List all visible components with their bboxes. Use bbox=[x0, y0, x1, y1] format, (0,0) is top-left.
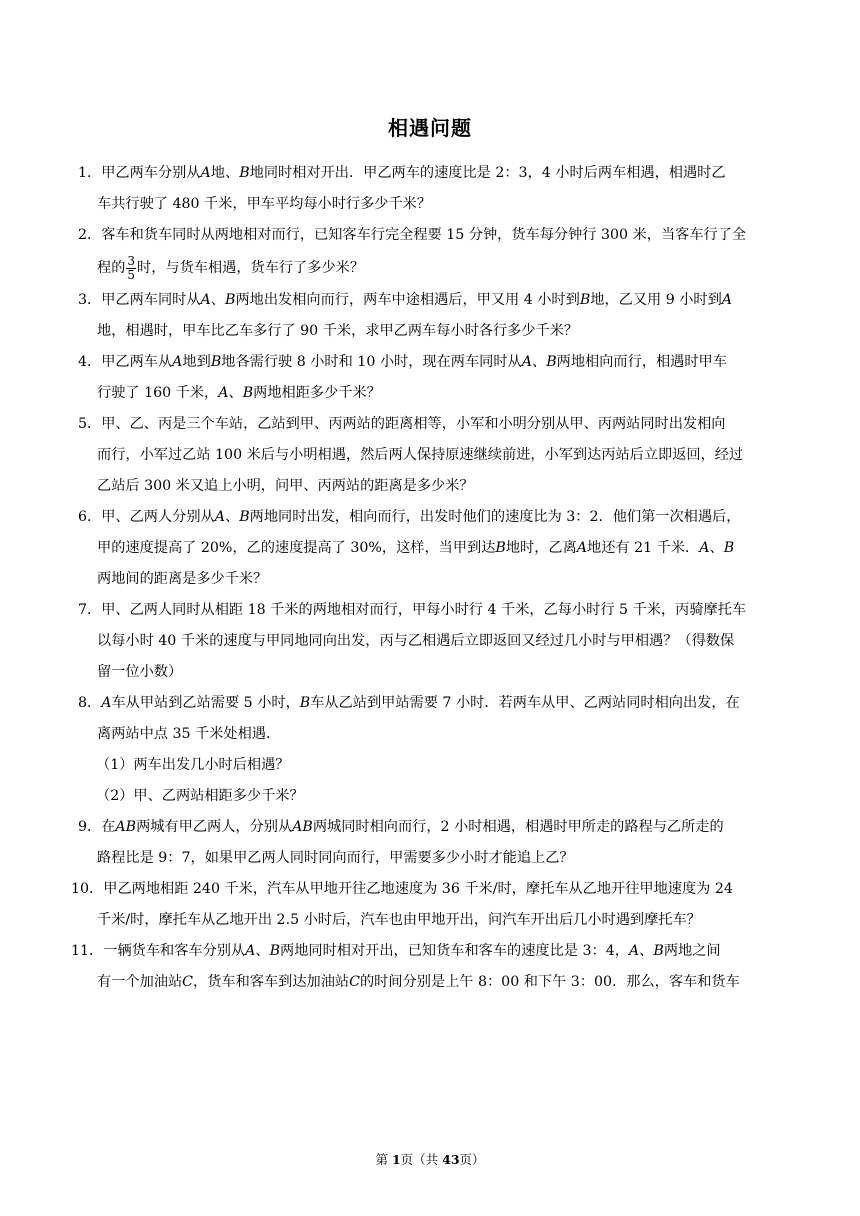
question-text: 地各需行驶 8 小时和 10 小时，现在两车同时从 bbox=[221, 354, 522, 370]
question-text: 、 bbox=[532, 354, 547, 370]
question-10 bbox=[71, 874, 790, 936]
sub-question-1: （1）两车出发几小时后相遇？ bbox=[96, 757, 290, 773]
question-text: 有一个加油站 bbox=[97, 974, 183, 990]
point-label: A bbox=[699, 540, 710, 556]
question-text: 地，乙又用 9 小时到 bbox=[590, 292, 722, 308]
question-text: 两地同时出发，相向而行，出发时他们的速度比为 3：2．他们第一次相遇后， bbox=[249, 509, 741, 525]
question-2 bbox=[78, 220, 790, 285]
question-text: 、 bbox=[224, 509, 240, 525]
question-text: 甲、乙两人同时从相距 18 千米的两地相对而行，甲每小时行 4 千米，乙每小时行 5 千米，丙骑摩托车 bbox=[101, 602, 747, 618]
question-text: 甲、乙、丙是三个车站，乙站到甲、丙两站的距离相等，小军和小明分别从甲、丙两站同时出发相向 bbox=[101, 416, 726, 432]
point-label: C bbox=[349, 974, 360, 990]
question-text: ，货车和客车到达加油站 bbox=[193, 974, 350, 990]
question-text: 两地相距多少千米？ bbox=[253, 385, 381, 401]
point-label: AB bbox=[115, 819, 137, 835]
page-footer bbox=[0, 1150, 860, 1168]
point-label: AB bbox=[292, 819, 313, 835]
question-text: 两地相向而行，相遇时甲车 bbox=[556, 354, 727, 370]
question-text: 两城同时相向而行，2 小时相遇，相遇时甲所走的路程与乙所走的 bbox=[312, 819, 724, 835]
point-label: B bbox=[210, 354, 222, 370]
question-11 bbox=[71, 936, 790, 998]
question-5 bbox=[78, 409, 790, 502]
question-text: 甲乙两车同时从 bbox=[101, 292, 201, 308]
point-label: A bbox=[172, 354, 183, 370]
point-label: A bbox=[245, 943, 256, 959]
point-label: B bbox=[723, 540, 735, 556]
question-text: 甲乙两车分别从 bbox=[101, 165, 201, 181]
question-text: 而行，小军过乙站 100 米后与小明相遇，然后两人保持原速继续前进，小军到达丙站后立即返回，经过 bbox=[97, 447, 744, 463]
point-label: B bbox=[242, 385, 254, 401]
question-number: 6． bbox=[78, 509, 102, 525]
question-text: 、 bbox=[255, 943, 270, 959]
question-number: 11． bbox=[71, 943, 104, 959]
question-text: 、 bbox=[639, 943, 654, 959]
question-text: 两城有甲乙两人，分别从 bbox=[136, 819, 293, 835]
question-list bbox=[71, 158, 790, 998]
question-number: 1． bbox=[78, 165, 102, 181]
question-text: 路程比是 9：7，如果甲乙两人同时同向而行，甲需要多少小时才能追上乙？ bbox=[97, 850, 574, 866]
point-label: B bbox=[239, 165, 250, 181]
question-text: 车从乙站到甲站需要 7 小时．若两车从甲、乙两站同时相向出发，在 bbox=[310, 695, 740, 711]
question-text: 留一位小数） bbox=[97, 664, 183, 680]
question-number: 3． bbox=[78, 292, 102, 308]
question-7 bbox=[78, 595, 790, 688]
total-page-count: 43 bbox=[442, 1152, 460, 1167]
question-number: 2． bbox=[78, 227, 102, 243]
question-number: 10． bbox=[71, 881, 104, 897]
question-text: 、 bbox=[210, 292, 225, 308]
point-label: A bbox=[101, 695, 112, 711]
point-label: C bbox=[182, 974, 193, 990]
fraction-denominator: 5 bbox=[127, 267, 136, 282]
page-title: 相遇问题 bbox=[388, 116, 472, 140]
question-6 bbox=[78, 502, 790, 595]
current-page-number: 1 bbox=[391, 1152, 401, 1167]
question-number: 5． bbox=[78, 416, 102, 432]
question-text: 时，与货车相遇，货车行了多少米？ bbox=[137, 260, 365, 276]
footer-text: 第 bbox=[375, 1152, 392, 1167]
sub-question-2: （2）甲、乙两站相距多少千米？ bbox=[96, 788, 304, 804]
question-text: 地同时相对开出．甲乙两车的速度比是 2：3，4 小时后两车相遇，相遇时乙 bbox=[249, 165, 726, 181]
question-text: 地，相遇时，甲车比乙车多行了 90 千米，求甲乙两车每小时各行多少千米？ bbox=[97, 323, 579, 339]
question-text: 离两站中点 35 千米处相遇． bbox=[97, 726, 281, 742]
fraction bbox=[126, 255, 136, 282]
question-1 bbox=[78, 158, 790, 220]
question-text: 一辆货车和客车分别从 bbox=[103, 943, 246, 959]
point-label: B bbox=[495, 540, 506, 556]
question-text: 地、 bbox=[210, 165, 240, 181]
question-text: 甲乙两车从 bbox=[101, 354, 173, 370]
question-text: 程的 bbox=[97, 260, 126, 276]
question-text: 车共行驶了 480 千米，甲车平均每小时行多少千米？ bbox=[97, 196, 432, 212]
question-text: 两地同时相对开出，已知货车和客车的速度比是 3：4， bbox=[280, 943, 629, 959]
fraction-numerator: 3 bbox=[127, 253, 136, 268]
question-text: 千米/时，摩托车从乙地开出 2.5 小时后，汽车也由甲地开出，问汽车开出后几小时遇到摩托车？ bbox=[97, 912, 701, 928]
question-3 bbox=[78, 285, 790, 347]
question-9 bbox=[78, 812, 790, 874]
question-number: 9． bbox=[78, 819, 102, 835]
point-label: A bbox=[721, 292, 733, 308]
question-text: 客车和货车同时从两地相对而行，已知客车行完全程要 15 分钟，货车每分钟行 300 米，当客车行了全 bbox=[101, 227, 747, 243]
point-label: B bbox=[225, 292, 236, 308]
point-label: A bbox=[200, 165, 211, 181]
question-4 bbox=[78, 347, 790, 409]
question-text: 两地出发相向而行，两车中途相遇后，甲又用 4 小时到 bbox=[235, 292, 580, 308]
question-text: 地时，乙离 bbox=[505, 540, 577, 556]
point-label: B bbox=[653, 943, 664, 959]
footer-text: 页（共 bbox=[400, 1152, 443, 1167]
question-number: 8． bbox=[78, 695, 102, 711]
question-text: 地还有 21 千米． bbox=[587, 540, 700, 556]
question-text: 地到 bbox=[182, 354, 211, 370]
point-label: A bbox=[200, 292, 211, 308]
point-label: A bbox=[218, 385, 229, 401]
point-label: B bbox=[299, 695, 311, 711]
question-text: 在 bbox=[101, 819, 116, 835]
point-label: B bbox=[269, 943, 281, 959]
question-text: 甲、乙两人分别从 bbox=[101, 509, 215, 525]
question-text: 行驶了 160 千米， bbox=[97, 385, 219, 401]
point-label: A bbox=[576, 540, 588, 556]
point-label: A bbox=[628, 943, 640, 959]
question-text: 、 bbox=[709, 540, 724, 556]
point-label: B bbox=[546, 354, 557, 370]
question-text: 以每小时 40 千米的速度与甲同地同向出发，丙与乙相遇后立即返回又经过几小时与甲相遇？（得数保 bbox=[97, 633, 735, 649]
question-text: 的时间分别是上午 8：00 和下午 3：00．那么，客车和货车 bbox=[359, 974, 740, 990]
point-label: A bbox=[521, 354, 532, 370]
question-text: 乙站后 300 米又追上小明，问甲、丙两站的距离是多少米？ bbox=[97, 478, 474, 494]
point-label: B bbox=[579, 292, 591, 308]
question-text: 两地间的距离是多少千米？ bbox=[97, 571, 268, 587]
question-text: 车从甲站到乙站需要 5 小时， bbox=[111, 695, 300, 711]
question-text: 两地之间 bbox=[663, 943, 721, 959]
question-text: 甲的速度提高了 20%，乙的速度提高了 30%，这样，当甲到达 bbox=[97, 540, 496, 556]
question-text: 、 bbox=[228, 385, 243, 401]
question-8 bbox=[78, 688, 790, 812]
point-label: B bbox=[239, 509, 250, 525]
question-number: 7． bbox=[78, 602, 102, 618]
question-text: 甲乙两地相距 240 千米，汽车从甲地开往乙地速度为 36 千米/时，摩托车从乙地开往甲地速度为 24 bbox=[103, 881, 733, 897]
footer-text: 页） bbox=[459, 1152, 485, 1167]
point-label: A bbox=[214, 509, 225, 525]
question-number: 4． bbox=[78, 354, 102, 370]
